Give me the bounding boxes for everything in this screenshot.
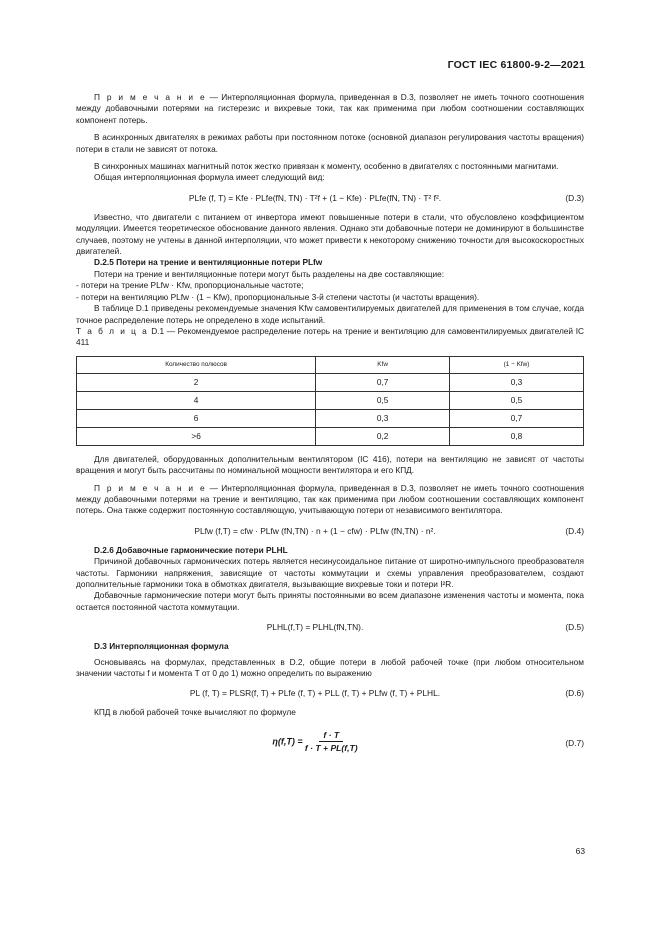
standard-header: ГОСТ IEC 61800-9-2—2021	[447, 59, 585, 71]
table-cell: 0,7	[450, 409, 584, 427]
table-header-cell: Количество полюсов	[77, 356, 316, 373]
equation-number: (D.3)	[565, 192, 584, 203]
equation-d3	[76, 191, 584, 205]
paragraph-table-reference: В таблице D.1 приведены рекомендуемые значения Kfw самовентилируемых двигателей для применения в том случае, когда точное распределение потерь не определено в ходе испытаний.	[76, 303, 584, 325]
equation-lhs: η(f,T) =	[272, 736, 303, 747]
note-paragraph	[76, 92, 584, 126]
table-d1	[76, 356, 584, 446]
paragraph-general: Общая интерполяционная формула имеет следующий вид:	[94, 172, 325, 183]
note-prefix: П р и м е ч а н и е	[94, 92, 207, 102]
equation-fraction	[305, 729, 358, 754]
equation-number: (D.7)	[565, 737, 584, 748]
fraction-denominator: f · T + PL(f,T)	[304, 742, 358, 753]
equation-expression: PLHL(f,T) = PLHL(fN,TN).	[266, 622, 364, 633]
paragraph-efficiency: КПД в любой рабочей точке вычисляют по формуле	[94, 707, 296, 718]
fraction-numerator: f · T	[319, 729, 343, 742]
equation-d4	[76, 524, 584, 538]
friction-list	[76, 280, 584, 303]
paragraph-ic416: Для двигателей, оборудованных дополнительным вентилятором (IC 416), потери на вентиляцию не зависят от частоты вращения и могут быть рассчитаны по номинальной мощности вентилятора и его КПД.	[76, 453, 584, 476]
table-header-row	[77, 356, 584, 373]
list-item: - потери на вентиляцию PLfw · (1 − Kfw), пропорциональные 3-й степени частоты (и частоты вращения).	[76, 291, 480, 302]
table-cell: 0,7	[316, 373, 450, 391]
paragraph-friction-intro: Потери на трение и вентиляционные потери могут быть разделены на две составляющие:	[94, 268, 445, 279]
table-caption	[76, 326, 584, 349]
equation-d7	[76, 729, 584, 757]
equation-d5	[76, 620, 584, 634]
list-item: - потери на трение PLfw · Kfw, пропорциональные частоте;	[76, 280, 304, 291]
equation-expression: PLfe (f, T) = Kfe · PLfe(fN, TN) · T²f + (1 − Kfe) · PLfe(fN, TN) · T² f².	[188, 192, 442, 203]
table-cell: 0,5	[316, 391, 450, 409]
table-caption-prefix: Т а б л и ц а	[76, 325, 149, 336]
section-heading-d25: D.2.5 Потери на трение и вентиляционные потери PLfw	[94, 257, 323, 268]
table-caption-text: D.1 — Рекомендуемое распределение потерь на трение и вентиляцию для самовентилируемых двигателей IC 411	[76, 325, 585, 348]
table-row	[77, 373, 584, 391]
equation-expression: PLfw (f,T) = cfw · PLfw (fN,TN) · n + (1 − cfw) · PLfw (fN,TN) · n².	[194, 525, 436, 536]
table-cell: 0,5	[450, 391, 584, 409]
table-header-cell: (1 − Kfw)	[450, 356, 584, 373]
table-cell: 0,3	[450, 373, 584, 391]
page-number: 63	[575, 846, 585, 856]
note-paragraph	[76, 483, 584, 517]
equation-expression	[76, 729, 554, 754]
table-cell: 0,3	[316, 409, 450, 427]
paragraph-d3: Основываясь на формулах, представленных в D.2, общие потери в любой рабочей точке (при любом относительном значении частоты f и момента T от 0 до 1) можно определить по выражению	[76, 656, 584, 678]
equation-d6	[76, 686, 584, 700]
table-row	[77, 427, 584, 445]
table-cell: 4	[77, 391, 316, 409]
equation-number: (D.4)	[565, 525, 584, 536]
table-cell: 2	[77, 373, 316, 391]
table-row	[77, 409, 584, 427]
table-cell: >6	[77, 427, 316, 445]
section-heading-d26: D.2.6 Добавочные гармонические потери PLHL	[94, 544, 288, 555]
table-cell: 6	[77, 409, 316, 427]
note-text: — Интерполяционная формула, приведенная в D.3, позволяет не иметь точного соотношения между добавочными потерями на трение и вентиляцию, так как применима при любом соотношении составляющих компонент потерь. Она также содержит постоянную составляющую, учитывающую потери от независимого вентилятора.	[76, 482, 584, 516]
equation-number: (D.6)	[565, 688, 584, 699]
equation-expression: PL (f, T) = PLSR(f, T) + PLfe (f, T) + PLL (f, T) + PLfw (f, T) + PLHL.	[189, 688, 441, 699]
equation-number: (D.5)	[565, 622, 584, 633]
page-content	[76, 92, 584, 767]
section-heading-d3: D.3 Интерполяционная формула	[94, 641, 229, 652]
paragraph-harmonics-constant: Добавочные гармонические потери могут быть приняты постоянными во всем диапазоне изменения частоты и момента, пока остается постоянной частота коммутации.	[76, 590, 584, 612]
paragraph-harmonics: Причиной добавочных гармонических потерь является несинусоидальное питание от широтно-импульсного преобразователя частоты. Гармоники напряжения, зависящие от частоты коммутации и схемы управления преобразователем, создают дополнительные гармоники тока в обмотках двигателя, вызывающие вихревые токи и потери I²R.	[76, 556, 584, 589]
table-header-cell: Kfw	[316, 356, 450, 373]
table-cell: 0,2	[316, 427, 450, 445]
note-text: — Интерполяционная формула, приведенная в D.3, позволяет не иметь точного соотношения между добавочными потерями на гистерезис и вихревые токи, так как применима при любом соотношении составляющих компонент потерь.	[76, 92, 584, 125]
paragraph-async: В асинхронных двигателях в режимах работы при постоянном потоке (основной диапазон регулирования частоты вращения) потери в стали не зависят от потока.	[76, 132, 584, 154]
table-cell: 0,8	[450, 427, 584, 445]
paragraph-inverter: Известно, что двигатели с питанием от инвертора имеют повышенные потери в стали, что обусловлено коэффициентом модуляции. Имеется теоретическое обоснование данного явления. Однако эти добавочные потери не доминируют в большинстве случаев, поэтому не учтены в данной интерполяции, что может привести к некоторому снижению точности для высокоскоростных двигателей.	[76, 211, 584, 257]
table-row	[77, 391, 584, 409]
note-prefix: П р и м е ч а н и е	[94, 482, 207, 493]
paragraph-sync: В синхронных машинах магнитный поток жестко привязан к моменту, особенно в двигателях с постоянными магнитами.	[94, 161, 559, 172]
